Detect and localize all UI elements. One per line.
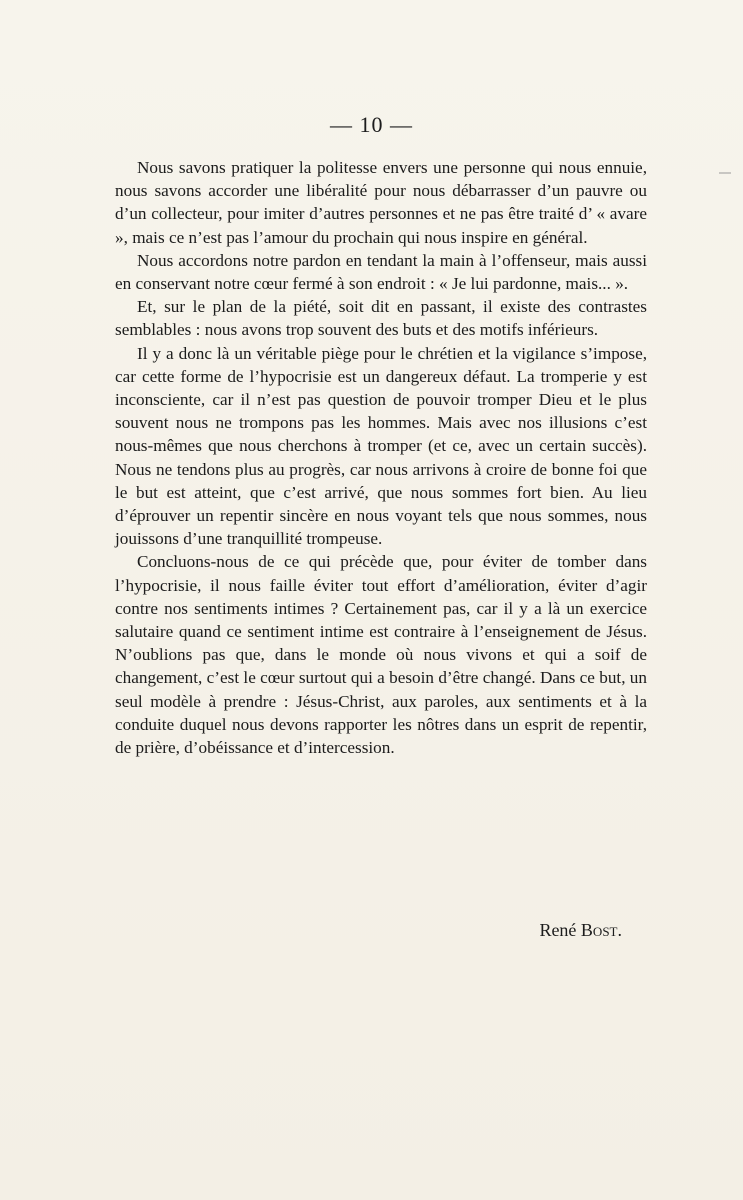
paragraph-trap: Il y a donc là un véritable piège pour le chrétien et la vigilance s’impose, car cette forme de l’hypocrisie est un dangereux défaut. La tromperie y est inconsciente, car il n’est pas question de pouvoir tromper Dieu et le plus souvent nous ne trompons pas les hommes. Mais avec nos illusions c’est nous-mêmes que nous cherchons à tromper (et ce, avec un certain succès). Nous ne tendons plus au progrès, car nous arrivons à croire de bonne foi que le but est atteint, que c’est arrivé, que nous sommes fort bien. Au lieu d’éprouver un repentir sincère en nous voyant tels que nous sommes, nous jouissons d’une tranquillité trompeuse. (115, 343, 647, 549)
author-first-name: René (539, 920, 577, 940)
paragraph-pardon: Nous accordons notre pardon en tendant la main à l’offenseur, mais aussi en conservant notre cœur fermé à son endroit : « Je lui pardonne, mais... ». (115, 250, 647, 294)
author-signature (115, 920, 622, 941)
paragraph-piety: Et, sur le plan de la piété, soit dit en passant, il existe des contrastes semblables : nous avons trop souvent des buts et des motifs inférieurs. (115, 297, 647, 340)
page-number: — 10 — (330, 112, 413, 137)
paragraph-conclusion: Concluons-nous de ce qui précède que, pour éviter de tomber dans l’hypocrisie, il nous faille éviter tout effort d’amélioration, éviter d’agir contre nos sentiments intimes ? Certainement pas, car il y a là un exercice salutaire quand ce sentiment intime est contraire à l’enseignement de Jésus. N’oublions pas que, dans le monde où nous vivons et qui a soif de changement, c’est le cœur surtout qui a besoin d’être changé. Dans ce but, un seul modèle à prendre : Jésus-Christ, aux paroles, aux sentiments et à la conduite duquel nous devons rapporter les nôtres dans un esprit de repentir, de prière, d’obéissance et d’intercession. (115, 552, 647, 758)
paragraph-politeness: Nous savons pratiquer la politesse envers une personne qui nous ennuie, nous savons accorder une libéralité pour nous débarrasser d’un pauvre ou d’un collecteur, pour imiter d’autres personnes et ne pas être traité d’ « avare », mais ce n’est pas l’amour du prochain qui nous inspire en général. (115, 158, 647, 247)
author-last-name: Bost. (580, 920, 622, 940)
article-body (115, 156, 647, 759)
page-edge-mark (719, 172, 731, 174)
